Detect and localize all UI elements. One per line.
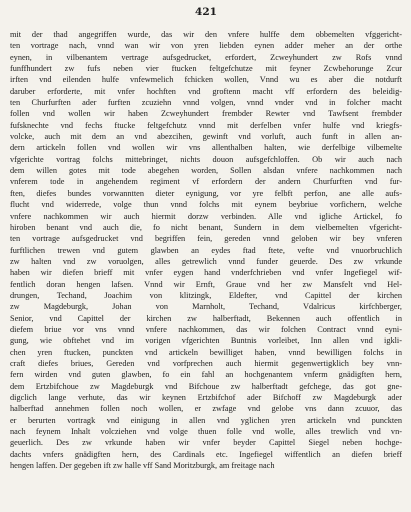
text-line: fentlich doran hengen lafsen. Vnnd wir Ernft, Graue vnd her zw Mansfelt vnd Hel- (10, 279, 402, 289)
text-line: eynen, in vilbenantem vertrage aufsgedrucket, erfordert, Zcweyhundert zw Rofs vnnd (10, 52, 402, 62)
text-line: gung, wie obftehet vnd im vorigen vfgerichten Buntnis vorleibet, Inn allen vnd igkli- (10, 336, 402, 346)
text-line: vnfere nachkommen wir auch hiermit dorzw verbinden. Alle vnd igliche Artickel, fo (10, 211, 402, 221)
page-number: 421 (195, 6, 217, 18)
text-line: dem Ertzbifchoue zw Magdeburgk vnd Bifchoue zw halberftadt gefchege, das got gne- (10, 381, 402, 391)
text-line: ften, diefes bundes vorwanntten dieter eynigung, vor yre felbft perfon, ane alle aufs- (10, 188, 402, 198)
text-line: furftlichen trewen vnd gutem glawben an eydes ftad ftete, vefte vnd vnuorbruchlich (10, 245, 402, 255)
text-line: ten vortrage aufsgedrucket vnd begriffen fein, gereden vnnd geloben wir bey vnferen (10, 234, 402, 244)
text-line: craft diefes briues, Gereden vnd vorfprechen auch hiermit gegenwertigklich bey vnn- (10, 358, 402, 368)
text-line: chen yren ftucken, punckten vnd artickeln bewilliget haben, vnnd bewilligen folchs in (10, 347, 402, 357)
text-line: volcke, auch mit dem an vnd abezcihen, gewinft vnd vorluft, auch funft in allen an- (10, 132, 402, 142)
text-line: vfgerichte vortrag folchs mittebringet, nichts douon aufsgefchloffen. Ob wir auch nach (10, 154, 402, 164)
text-line: zw halten vnd zw voruolgen, alles getrewlich vnnd funder geuerde. Des zw vrkunde (10, 256, 402, 266)
text-line: daruber erforderte, mit vnfer hochften vnd groftenn macht vff erfordern des beleidig- (10, 86, 402, 96)
text-line: funffhundert zw fufs neben vier ftucken feltgefchutze mit feyner Zcwbehorunge Zcur (10, 64, 402, 74)
text-line: haben wir diefen brieff mit vnfer eygen hand vnderfchrieben vnd vnfer Ingefiegel wif- (10, 268, 402, 278)
body-text (10, 29, 402, 471)
text-line: dem willen gotes mit tode abegehen worden, Sollen alsdan vnfere nachkommen nach (10, 166, 402, 176)
text-line: flucht vnd widerrede, volge thun vnnd folchs mit eynem beybriue vorfichern, welche (10, 200, 402, 210)
text-line: hiroben benant vnd auch die, fo nicht benant, Sundern in dem vielbemelten vfgericht- (10, 222, 402, 232)
text-line: drungen, Techand, Joachim von klitzingk, Eldefter, vnd Capittel der kirchen (10, 290, 402, 300)
text-line: follen vnd wollen wir haben Zcweyhundert frembder Rewter vnd Tawfsent frembder (10, 109, 402, 119)
text-line: fern wirden vnd guten glawben, fo ein fahl an hochgenantem vnferm gnädigften hern, (10, 370, 402, 380)
text-line: digclich lange verhute, das wir keynen Ertzbifchof ader Bifchoff zw Magdeburgk ader (10, 393, 402, 402)
text-line: dern artickeln follen vnd wollen wir vns allenthalben halten, wie derfelbige vilbemelte (10, 143, 402, 153)
text-line: dachts vnfers gnädigften hern, des Cardinals etc. Ingefiegel wiffentlich an diefen brieff (10, 449, 402, 459)
text-line: Senior, vnd Capittel der kirchen zw halberftadt, Bekennen auch offentlich in (10, 313, 402, 323)
text-line: ten Churfurften ader furften zcuziehn vnnd volgen, vnnd vnder vnd in folcher macht (10, 98, 402, 108)
text-line: ten vortrage nach, vnnd wan wir von yren liebden eynen adder meher an der orthe (10, 41, 402, 51)
text-line: nach feynem Inhalt volcziehen vnd volge thuen folle vnd wolle, alles trewlich vnd vn- (10, 427, 402, 437)
text-line: fufsknechte vnd fechs ftucke feltgefchutz vnnd mit derfelben vnfer hulfe vnd kriegfs- (10, 120, 402, 130)
text-line: mit der thad angegriffen wurde, das wir den vnfere hulffe dem obbemelten vfggericht- (10, 30, 402, 39)
text-line: hengen laffen. Der gegeben ift zw halle vff Sand Moritzburgk, am freitage nach (10, 461, 275, 471)
text-line: geuerlich. Des zw vrkunde haben wir vnfer beyder Capittel Siegel neben hochge- (10, 438, 402, 448)
text-line: halberftad annehmen follen noch wollen, er zwfage vnd gelobe vns dann zcuuor, das (10, 404, 402, 414)
text-line: er berurten vortragk vnd einigung in allen vnd yglichen yren artickeln vnd punckten (10, 415, 402, 425)
text-line: irften vnd eilenden hulfe vnfewmelich fchicken wollen, Vnnd wu es aber die notdurft (10, 75, 402, 85)
text-line: vnferem tode in angehendem regiment vf erfordern der andern Churfurften vnd fur- (10, 177, 402, 187)
text-line: zw Magdeburgk, Johan von Marnholt, Techand, Vdalricus kirfchberger, (10, 302, 402, 312)
text-line: diefem briue vor vns vnnd vnfere nachkommen, das wir folchen Contract vnnd eyni- (10, 324, 402, 334)
